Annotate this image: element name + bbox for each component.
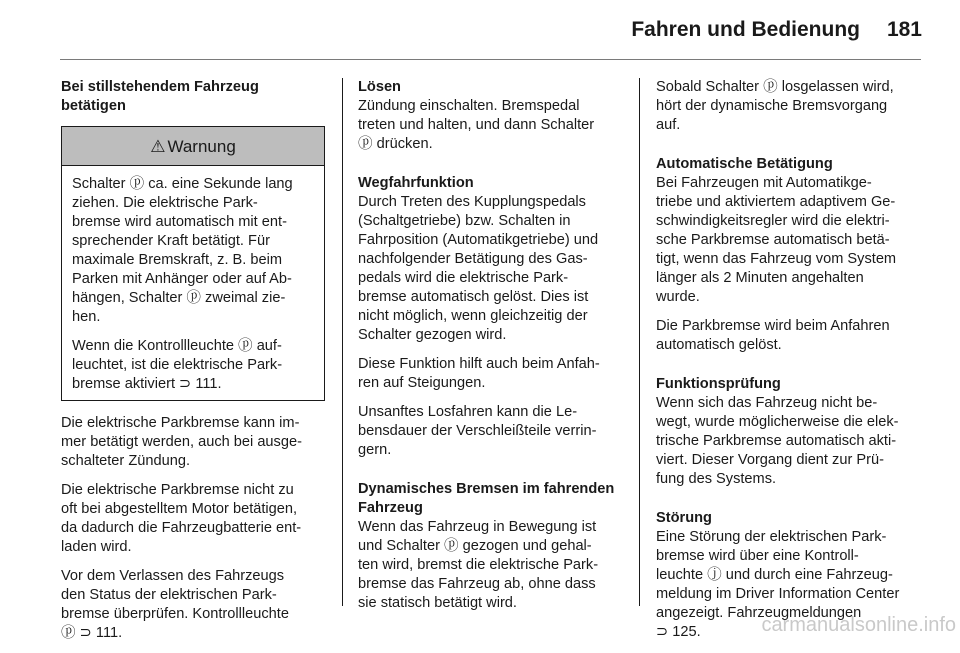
warning-paragraph-1: Schalter ⓟ ca. eine Sekunde lang ziehen. Die elektrische Park- bremse wird automatisch mit ent- sprechender Kraft betätigt. Für maximale Bremskraft, z. B. beim Parken mit Anhänger oder auf Ab- hängen, Schalter ⓟ zweimal zie- hen.	[72, 176, 293, 325]
paragraph-function-test: Wenn sich das Fahrzeug nicht be- wegt, wurde möglicherweise die elek- trische Parkbremse automatisch akti- viert. Dieser Vorgang dient zur Prü- fung des Systems.	[656, 395, 899, 487]
paragraph-release: Zündung einschalten. Bremspedal treten und halten, und dann Schalter ⓟ drücken.	[358, 98, 595, 152]
warning-triangle-icon: ⚠	[150, 136, 166, 156]
page-number: 181	[886, 18, 922, 41]
warning-title: Warnung	[167, 136, 236, 156]
section-heading-stationary: Bei stillstehendem Fahrzeug betätigen	[61, 79, 259, 114]
paragraph-stop-dynamic: Sobald Schalter ⓟ losgelassen wird, hört der dynamische Bremsvorgang auf.	[656, 79, 894, 133]
warning-box	[61, 126, 325, 401]
column-divider-2	[639, 78, 640, 606]
warning-header	[62, 127, 324, 166]
header-divider	[60, 59, 921, 60]
paragraph-dynamic-braking: Wenn das Fahrzeug in Bewegung ist und Schalter ⓟ gezogen und gehal- ten wird, bremst die elektrische Park- bremse das Fahrzeug ab, ohne dass sie statisch betätigt wird.	[358, 519, 599, 611]
column-divider-1	[342, 78, 343, 606]
column-2	[358, 78, 624, 623]
paragraph-automatic: Bei Fahrzeugen mit Automatikge- triebe und aktiviertem adaptivem Ge- schwindigkeitsregler wird die elektri- sche Parkbremse automatisch betä- tigt, wenn das Fahrzeug vom System länger als 2 Minuten angehalten wurde.	[656, 175, 897, 305]
paragraph-drive-away: Durch Treten des Kupplungspedals (Schaltgetriebe) bzw. Schalten in Fahrposition (Automatikgetriebe) und nachfolgender Betätigung des Gas- pedals wird die elektrische Park- bremse automatisch gelöst. Dies ist nicht möglich, wenn gleichzeitig der Schalter gezogen wird.	[358, 194, 599, 343]
paragraph-battery-note: Die elektrische Parkbremse nicht zu oft bei abgestelltem Motor betätigen, da dadurch die Fahrzeugbatterie ent- laden wird.	[61, 482, 302, 555]
section-heading-function-test: Funktionsprüfung	[656, 376, 781, 392]
section-heading-fault: Störung	[656, 510, 712, 526]
section-heading-automatic: Automatische Betätigung	[656, 156, 833, 172]
paragraph-hill-start: Diese Funktion hilft auch beim Anfah- ren auf Steigungen.	[358, 356, 600, 391]
section-heading-dynamic-braking: Dynamisches Bremsen im fahrenden Fahrzeug	[358, 481, 615, 516]
watermark: carmanualsonline.info	[761, 614, 956, 636]
warning-body	[62, 166, 324, 400]
paragraph-wear-note: Unsanftes Losfahren kann die Le- bensdauer der Verschleißteile verrin- gern.	[358, 404, 597, 458]
column-1	[61, 78, 325, 653]
section-heading-release: Lösen	[358, 79, 401, 95]
paragraph-check-status: Vor dem Verlassen des Fahrzeugs den Status der elektrischen Park- bremse überprüfen. Kontrollleuchte ⓟ ⊃ 111.	[61, 568, 289, 641]
paragraph-fault: Eine Störung der elektrischen Park- bremse wird über eine Kontroll- leuchte ⓙ und durch eine Fahrzeug- meldung im Driver Information Center angezeigt. Fahrzeugmeldungen ⊃ 125.	[656, 529, 900, 640]
paragraph-always-applicable: Die elektrische Parkbremse kann im- mer betätigt werden, auch bei ausge- schalteter Zündung.	[61, 415, 302, 469]
column-3	[656, 78, 924, 652]
page-header-title: Fahren und Bedienung	[631, 18, 860, 41]
paragraph-auto-release: Die Parkbremse wird beim Anfahren automatisch gelöst.	[656, 318, 890, 353]
section-heading-drive-away: Wegfahrfunktion	[358, 175, 474, 191]
warning-paragraph-2: Wenn die Kontrollleuchte ⓟ auf- leuchtet, ist die elektrische Park- bremse aktiviert ⊃ 111.	[72, 338, 283, 392]
